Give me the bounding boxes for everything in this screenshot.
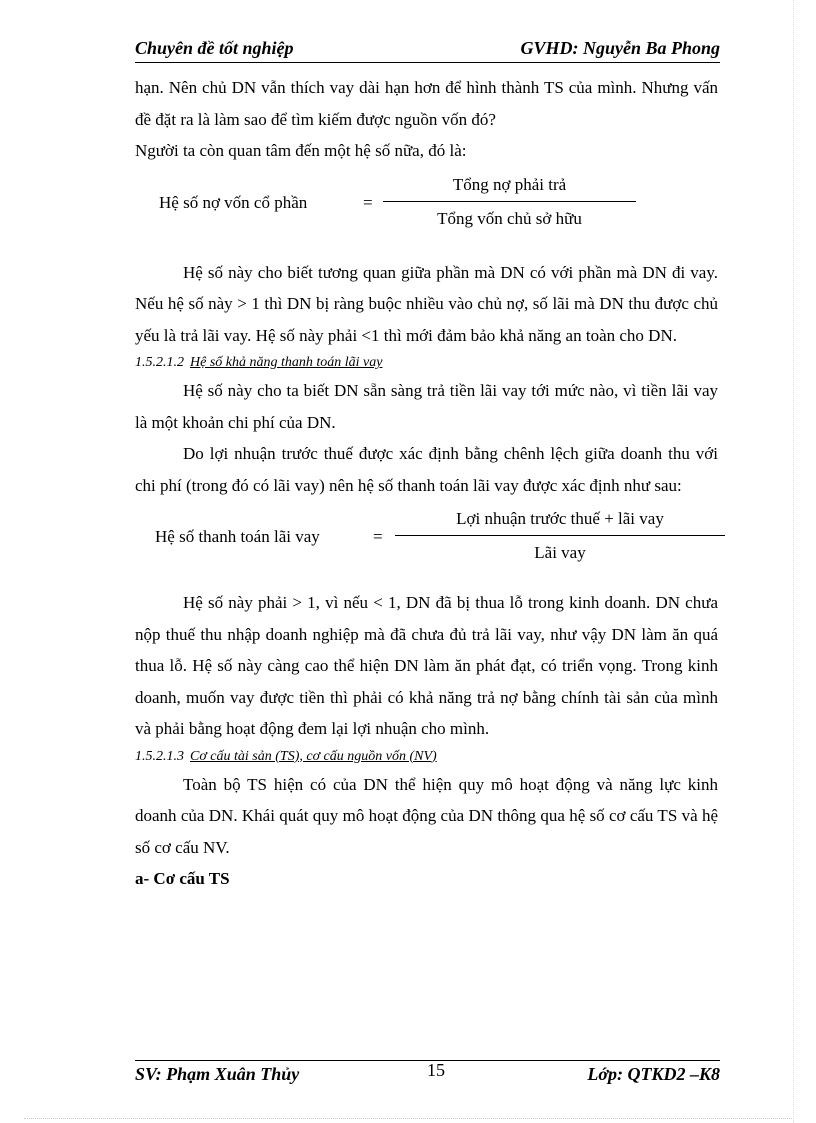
subheading: a- Cơ cấu TS [135,869,230,888]
formula-numerator: Tổng nợ phải trả [452,174,567,194]
fraction-bar [395,535,725,536]
page-body [135,72,718,895]
section-number: 1.5.2.1.3 [135,748,184,764]
formula-label: Hệ số nợ vốn cổ phần [159,192,308,212]
formula-interest-coverage [135,503,718,569]
formula-equals: = [363,192,373,212]
page-edge-right [793,0,794,1123]
formula-denominator: Lãi vay [534,543,586,562]
paragraph: Hệ số này cho ta biết DN sẵn sàng trả tiền lãi vay tới mức nào, vì tiền lãi vay là một khoản chi phí của DN. [135,381,718,432]
section-number: 1.5.2.1.2 [135,355,184,370]
paragraph: Người ta còn quan tâm đến một hệ số nữa, đó là: [135,141,467,160]
page-edge-bottom [24,1118,794,1119]
paragraph: Do lợi nhuận trước thuế được xác định bằng chênh lệch giữa doanh thu với chi phí (trong đó có lãi vay) nên hệ số thanh toán lãi vay được xác định như sau: [135,444,718,495]
page-number: 15 [427,1060,445,1080]
section-title: Cơ cấu tài sản (TS), cơ cấu nguồn vốn (NV) [190,748,437,764]
header-advisor: GVHD: Nguyễn Ba Phong [520,38,720,58]
section-heading [135,351,718,375]
paragraph: Hệ số này cho biết tương quan giữa phần mà DN có với phần mà DN đi vay. Nếu hệ số này > 1 thì DN bị ràng buộc nhiều vào chủ nợ, số lãi mà DN thu được chủ yếu là trả lãi vay. Hệ số này phải <1 thì mới đảm bảo khả năng an toàn cho DN. [135,262,718,345]
footer-class: Lớp: QTKD2 –K8 [587,1064,720,1084]
paragraph: hạn. Nên chủ DN vẫn thích vay dài hạn hơn để hình thành TS của mình. Nhưng vấn đề đặt ra là làm sao để tìm kiếm được nguồn vốn đó? [135,78,718,129]
paragraph: Toàn bộ TS hiện có của DN thể hiện quy mô hoạt động và năng lực kinh doanh của DN. Khái quát quy mô hoạt động của DN thông qua hệ số cơ cấu TS và hệ số cơ cấu NV. [135,774,718,857]
formula-numerator: Lợi nhuận trước thuế + lãi vay [456,509,664,528]
footer-student: SV: Phạm Xuân Thủy [135,1064,300,1084]
paragraph: Hệ số này phải > 1, vì nếu < 1, DN đã bị thua lỗ trong kinh doanh. DN chưa nộp thuế thu nhập doanh nghiệp mà đã chưa đủ trả lãi vay, như vậy DN làm ăn quá thua lỗ. Hệ số này càng cao thể hiện DN làm ăn phát đạt, có triển vọng. Trong kinh doanh, muốn vay được tiền thì phải có khả năng trả nợ bằng chính tài sản của mình và phải bằng hoạt động đem lại lợi nhuận cho mình. [135,593,718,738]
section-heading [135,745,718,769]
page-header [135,38,720,62]
formula-debt-equity [135,169,718,235]
section-title: Hệ số khả năng thanh toán lãi vay [190,355,383,370]
formula-label: Hệ số thanh toán lãi vay [155,527,320,546]
formula-denominator: Tổng vốn chủ sở hữu [437,208,582,228]
fraction-bar [383,201,636,202]
header-title: Chuyên đề tốt nghiệp [135,38,294,58]
header-rule [135,62,720,63]
formula-equals: = [373,527,383,546]
